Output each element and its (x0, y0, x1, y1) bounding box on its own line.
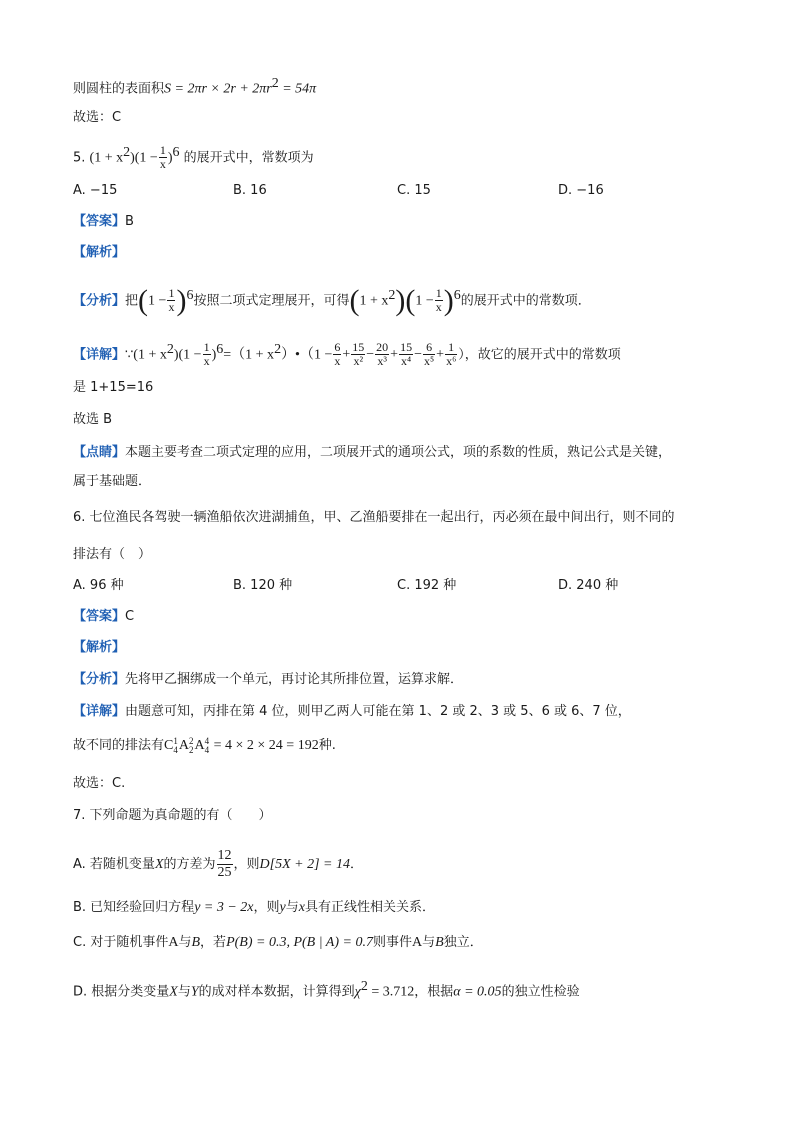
text: C. 对于随机事件 (73, 935, 169, 950)
text: ，若 (200, 935, 227, 950)
text: 本题主要考查二项式定理的应用，二项展开式的通项公式，项的系数的性质，熟记公式是关键， (125, 445, 672, 460)
text: ∵ (125, 347, 134, 363)
text: ），故它的展开式中的常数项 (458, 347, 621, 363)
q7-stem: 7. 下列命题为真命题的有（ ） (73, 808, 272, 823)
var: X (169, 984, 178, 1000)
value: = 3.712 (367, 984, 415, 1000)
den: x³ (377, 354, 387, 369)
num: 12 (217, 848, 232, 863)
tag: 【分析】 (73, 293, 126, 309)
text: 则圆柱的表面积 (73, 81, 165, 97)
num: 20 (376, 340, 389, 355)
paren: ) (176, 283, 187, 317)
num: 1 (159, 143, 166, 158)
q6-stem: 6. 七位渔民各驾驶一辆渔船依次进湖捕鱼，甲、乙渔船要排在一起出行，丙必须在最中间出行，则不同的 (73, 510, 675, 525)
text: ，根据 (414, 984, 454, 1000)
exp: 6 (216, 342, 224, 357)
fraction (435, 287, 443, 314)
formula: α = 0.05 (453, 984, 502, 1000)
formula: P(B) = 0.3, P(B | A) = 0.7 (226, 935, 373, 950)
text: 独立． (443, 935, 483, 950)
value: C (125, 609, 135, 624)
answer-choice-line: 故选：C (73, 110, 122, 125)
q6-analysis (73, 670, 463, 690)
formula: y = 3 − 2x (194, 900, 254, 915)
text: 由题意可知，丙排在第 4 位，则甲乙两人可能在第 1、2 或 2、3 或 5、6 或 6、7 位， (125, 704, 631, 719)
fraction (217, 848, 233, 881)
text: 与 (422, 935, 436, 950)
paren: ) (167, 150, 173, 166)
exp: 2 (360, 979, 368, 994)
fraction (423, 341, 435, 368)
var: Y (190, 984, 199, 1000)
formula: = 4 × 2 × 24 = 192 (210, 738, 319, 753)
text: 先将甲乙捆绑成一个单元，再讨论其所排位置，运算求解． (125, 672, 464, 687)
tag: 【答案】 (73, 609, 126, 624)
q7-option-a (73, 848, 363, 881)
operator: + (390, 347, 399, 363)
den: x (203, 354, 210, 369)
text: A. 若随机变量 (73, 857, 155, 872)
tag: 【答案】 (73, 214, 126, 229)
den: x⁶ (446, 354, 457, 369)
expr: )(1 − (173, 347, 202, 363)
text: ． (349, 857, 363, 872)
num: 6 (423, 341, 435, 355)
q6-option-b: B. 120 种 (233, 578, 293, 593)
q5-detail (73, 340, 621, 368)
q5-comment (73, 443, 671, 463)
q7-option-c (73, 933, 483, 953)
q5-detail-line2: 是 1+15=16 (73, 380, 154, 395)
tag: 【分析】 (73, 672, 126, 687)
expr: 1 + x (359, 293, 389, 309)
tag: 【详解】 (73, 704, 126, 719)
num: 1 (203, 340, 210, 355)
expr: 1 − (148, 293, 167, 309)
q6-jiexi (73, 638, 125, 658)
arrangement: A (194, 738, 205, 753)
exp: 2 (388, 288, 396, 303)
text: ，则 (253, 900, 280, 915)
paren: ) (443, 283, 454, 317)
formula: S = 2πr × 2r + 2πr (164, 81, 272, 97)
den: x⁴ (400, 354, 412, 369)
q5-answer (73, 212, 134, 232)
q6-answer (73, 607, 134, 627)
exp: 2 (166, 342, 174, 357)
den: 25 (217, 865, 232, 880)
q6-choose: 故选：C. (73, 776, 126, 791)
expr: 1 − (415, 293, 434, 309)
expr: (1 + x (89, 150, 124, 166)
var: χ (354, 984, 361, 1000)
num: 1 (435, 286, 442, 301)
exp: 2 (274, 342, 282, 357)
q5-option-a: A. −15 (73, 183, 118, 198)
tag: 【详解】 (73, 347, 126, 363)
text: 的成对样本数据，计算得到 (198, 984, 355, 1000)
q6-option-d: D. 240 种 (558, 578, 619, 593)
q5-stem (73, 143, 314, 171)
q5-analysis (73, 283, 591, 317)
var: A (168, 935, 179, 950)
q7-option-d (73, 977, 580, 1002)
sup-sub: 4 4 (204, 735, 210, 755)
operator: + (342, 347, 351, 363)
fraction (375, 341, 389, 368)
expr: )(1 − (130, 150, 158, 166)
num: 15 (400, 340, 413, 355)
var: A (411, 935, 423, 950)
tag: 【点睛】 (73, 445, 126, 460)
var: B (191, 935, 201, 950)
text: 的方差为 (163, 857, 216, 872)
exp: 6 (186, 288, 194, 303)
operator: − (414, 347, 422, 363)
den: x (334, 354, 341, 369)
sup-sub: 2 2 (188, 735, 194, 755)
text: 与 (177, 984, 191, 1000)
text: 与 (178, 935, 192, 950)
operator: − (366, 347, 375, 363)
text: D. 根据分类变量 (73, 984, 170, 1000)
text: 按照二项式定理展开，可得 (193, 293, 350, 309)
paren: ( (138, 283, 149, 317)
q6-option-c: C. 192 种 (397, 578, 457, 593)
formula-result: = 54π (278, 81, 317, 97)
text: 具有正线性相关关系． (304, 900, 435, 915)
var: y (279, 900, 286, 915)
exp: 2 (123, 145, 131, 160)
fraction (203, 341, 211, 368)
sup-sub: 1 4 (173, 735, 178, 755)
detail-fractions (332, 340, 458, 369)
exp: 6 (453, 288, 461, 303)
fraction (167, 287, 175, 314)
den: x (435, 300, 442, 315)
q5-option-d: D. −16 (558, 183, 604, 198)
den: x (159, 157, 166, 172)
q6-detail (73, 702, 631, 722)
text: ，则 (233, 857, 260, 872)
den: x⁵ (423, 354, 435, 369)
q6-option-a: A. 96 种 (73, 578, 124, 593)
var: X (154, 857, 164, 872)
fraction (333, 341, 341, 368)
q7-option-b (73, 898, 435, 918)
text: 种. (318, 738, 336, 753)
surface-area-line (73, 74, 316, 99)
tag: 【解析】 (73, 640, 126, 655)
q5-option-c: C. 15 (397, 183, 431, 198)
fraction (399, 341, 413, 368)
arrangement: A (178, 738, 189, 753)
q6-detail-line2 (73, 736, 336, 756)
paren: ( (349, 283, 360, 317)
tag: 【解析】 (73, 245, 126, 260)
formula: D[5X + 2] = 14 (259, 857, 350, 872)
text: 的展开式中，常数项为 (183, 150, 314, 166)
exp: 2 (271, 76, 279, 91)
num: 15 (352, 340, 365, 355)
text: 则事件 (372, 935, 412, 950)
paren: ) (211, 347, 217, 363)
q-number: 5. (73, 150, 86, 166)
expr: (1 + x (133, 347, 167, 363)
q5-comment-line2: 属于基础题． (73, 474, 152, 489)
den: x² (353, 354, 364, 369)
text: 的独立性检验 (501, 984, 580, 1000)
fraction (159, 144, 167, 171)
text: 的展开式中的常数项． (460, 293, 591, 309)
expr: ）•（1 − (281, 347, 333, 363)
paren: ) (395, 283, 406, 317)
fraction (445, 341, 457, 368)
num: 1 (168, 286, 175, 301)
exp: 6 (172, 145, 180, 160)
q6-stem-line2: 排法有（ ） (73, 547, 152, 562)
q5-option-b: B. 16 (233, 183, 267, 198)
den: x (168, 300, 175, 315)
text: B. 已知经验回归方程 (73, 900, 195, 915)
q5-jiexi (73, 243, 125, 263)
num: 1 (445, 341, 457, 355)
combination: C (164, 738, 174, 753)
text: 故不同的排法有 (73, 738, 165, 753)
text: 把 (125, 293, 139, 309)
num: 6 (334, 340, 341, 355)
paren: ( (405, 283, 416, 317)
text: 与 (285, 900, 299, 915)
value: B (125, 214, 134, 229)
q5-choose: 故选 B (73, 412, 113, 427)
var: B (435, 935, 444, 950)
operator: + (436, 347, 445, 363)
expr: =（1 + x (223, 347, 275, 363)
fraction (351, 341, 365, 368)
var: x (298, 900, 305, 915)
